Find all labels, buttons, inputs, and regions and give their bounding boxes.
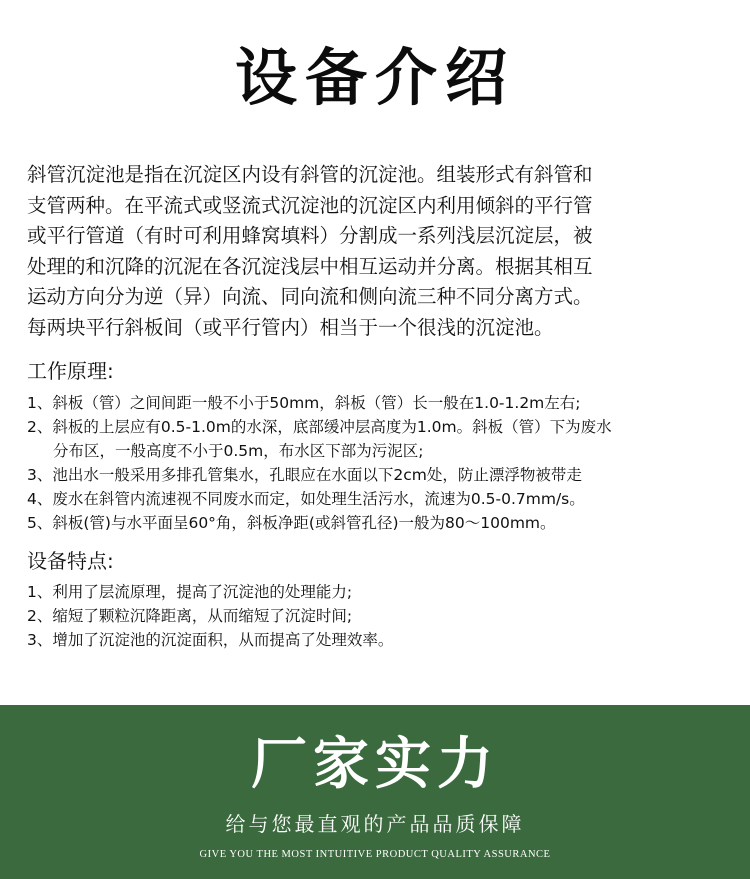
banner-slogan: 厂家实力: [251, 732, 499, 797]
principle-heading: 工作原理:: [27, 359, 114, 383]
banner-subtitle: 给与您最直观的产品品质保障: [225, 812, 525, 836]
features-list: [27, 580, 747, 652]
features-heading: 设备特点:: [27, 549, 114, 573]
list-item: 2、斜板的上层应有0.5-1.0m的水深，底部缓冲层高度为1.0m。斜板（管）下为废水: [27, 418, 612, 436]
intro-line: 斜管沉淀池是指在沉淀区内设有斜管的沉淀池。组装形式有斜管和: [27, 163, 593, 186]
list-item: 1、斜板（管）之间间距一般不小于50mm，斜板（管）长一般在1.0-1.2m左右;: [27, 394, 581, 412]
list-item: 1、利用了层流原理，提高了沉淀池的处理能力;: [27, 583, 353, 601]
list-item-continuation: 分布区，一般高度不小于0.5m，布水区下部为污泥区;: [53, 442, 424, 460]
list-item: 2、缩短了颗粒沉降距离，从而缩短了沉淀时间;: [27, 607, 353, 625]
page-title: 设备介绍: [234, 41, 515, 114]
list-item: 3、池出水一般采用多排孔管集水，孔眼应在水面以下2cm处，防止漂浮物被带走: [27, 466, 582, 484]
intro-line: 或平行管道（有时可利用蜂窝填料）分割成一系列浅层沉淀层，被: [27, 224, 593, 247]
principle-list: [27, 391, 747, 535]
intro-line: 处理的和沉降的沉泥在各沉淀浅层中相互运动并分离。根据其相互: [27, 254, 593, 278]
intro-paragraph: [27, 160, 727, 343]
list-item: 3、增加了沉淀池的沉淀面积，从而提高了处理效率。: [27, 631, 394, 649]
intro-line: 运动方向分为逆（异）向流、同向流和侧向流三种不同分离方式。: [27, 285, 593, 308]
intro-line: 每两块平行斜板间（或平行管内）相当于一个很浅的沉淀池。: [27, 315, 554, 339]
banner-english-subtitle: GIVE YOU THE MOST INTUITIVE PRODUCT QUALITY ASSURANCE: [199, 849, 551, 860]
intro-line: 支管两种。在平流式或竖流式沉淀池的沉淀区内利用倾斜的平行管: [27, 193, 593, 217]
list-item: 5、斜板(管)与水平面呈60°角，斜板净距(或斜管孔径)一般为80～100mm。: [27, 514, 556, 532]
list-item: 4、废水在斜管内流速视不同废水而定，如处理生活污水，流速为0.5-0.7mm/s。: [27, 490, 585, 508]
